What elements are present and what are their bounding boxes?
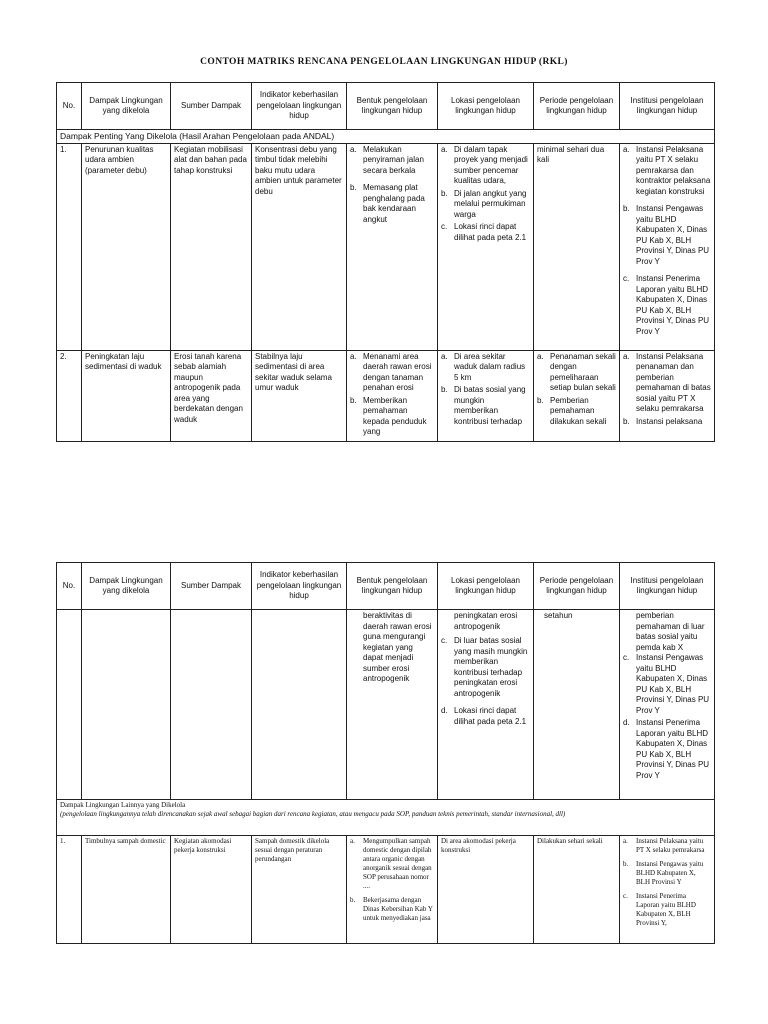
list-item: a. Melakukan penyiraman jalan secara berkala [350,144,424,175]
periode-cell: minimal sehari dua kali [534,143,620,350]
list-item: b. Di jalan angkut yang melalui permukiman warga [441,188,527,219]
section-note: (pengelolaan lingkungannya telah direncanakan sejak awal sebagai bagian dari rencana kegiatan, atau mengacu pada SOP, panduan teknis pemerintah, standar internasional, dll) [60,810,566,818]
periode-cell: setahun [534,610,620,800]
indikator-cell: Stabilnya laju sedimentasi di area sekitar waduk selama umur waduk [252,350,347,441]
section-heading: Dampak Lingkungan Lainnya yang Dikelola [60,801,186,809]
bentuk-cell: beraktivitas di daerah rawan erosi guna mengurangi kegiatan yang dapat menjadi sumber erosi antropogenik [347,610,438,800]
header-dampak: Dampak Lingkungan yang dikelola [82,563,171,610]
list-item: a. Menanami area daerah rawan erosi dengan tanaman penahan erosi [350,351,432,392]
table-row [57,143,715,350]
sumber-cell: Kegiatan mobilisasi alat dan bahan pada tahap konstruksi [171,143,252,350]
list-item: b. Instansi Pengawas yaitu BLHD Kabupaten X, BLH Provinsi Y [623,860,704,886]
table-row [57,350,715,441]
list-item: c. Instansi Pengawas yaitu BLHD Kabupaten X, Dinas PU Kab X, BLH Provinsi Y, Dinas PU Prov Y [623,653,710,715]
institusi-cell [620,836,715,944]
section-title [57,800,715,836]
table-row [57,836,715,944]
header-dampak: Dampak Lingkungan yang dikelola [82,83,171,130]
header-no: No. [57,83,82,130]
list-item: c. Instansi Penerima Laporan yaitu BLHD Kabupaten X, BLH Provinsi Y, [623,892,696,927]
dampak-cell: Penurunan kualitas udara ambien (parameter debu) [82,143,171,350]
list-item: a. Instansi Pelaksana yaitu PT X selaku pemrakarsa dan kontraktor pelaksana kegiatan konstruksi [623,144,711,196]
section-row [57,130,715,144]
list-item: c. Instansi Penerima Laporan yaitu BLHD Kabupaten X, Dinas PU Kab X, BLH Provinsi Y, Dinas PU Prov Y [623,274,710,336]
dampak-cell: Peningkatan laju sedimentasi di waduk [82,350,171,441]
header-periode: Periode pengelolaan lingkungan hidup [534,563,620,610]
list-item: b. Instansi pelaksana [623,416,703,426]
institusi-cell [620,143,715,350]
document-title: CONTOH MATRIKS RENCANA PENGELOLAAN LINGKUNGAN HIDUP (RKL) [200,57,568,67]
lokasi-cell [438,610,534,800]
list-item: b. Bekerjasama dengan Dinas Kebersihan Kab Y untuk menyediakan jasa [350,896,433,922]
header-sumber: Sumber Dampak [171,563,252,610]
table-row [57,610,715,800]
list-item: a. Di area sekitar waduk dalam radius 5 km [441,351,526,382]
indikator-cell: Konsentrasi debu yang timbul tidak melebihi baku mutu udara ambien untuk parameter debu [252,143,347,350]
section-title: Dampak Penting Yang Dikelola (Hasil Arahan Pengelolaan pada ANDAL) [57,130,715,144]
list-item: b. Memberikan pemahaman kepada penduduk yang [350,395,427,436]
rkl-matrix-table-page-1 [56,82,715,442]
header-sumber: Sumber Dampak [171,83,252,130]
header-row [57,83,715,130]
periode-cell: Dilakukan sehari sekali [534,836,620,944]
institusi-cell [620,350,715,441]
row-number: 1. [57,143,82,350]
lokasi-cell: Di area akomodasi pekerja konstruksi [438,836,534,944]
header-institusi: Institusi pengelolaan lingkungan hidup [620,83,715,130]
list-item: b. Pemberian pemahaman dilakukan sekali [537,395,607,426]
header-row [57,563,715,610]
list-item: a. Di dalam tapak proyek yang menjadi sumber pencemar kualitas udara, [441,144,528,185]
header-indikator: Indikator keberhasilan pengelolaan lingkungan hidup [252,83,347,130]
section-row [57,800,715,836]
bentuk-cell [347,350,438,441]
header-no: No. [57,563,82,610]
list-item: a. Instansi Pelaksana penanaman dan pemberian pemahaman di batas sosial yaitu PT X selaku pemrakarsa [623,351,711,413]
row-number: 1. [57,836,82,944]
header-institusi: Institusi pengelolaan lingkungan hidup [620,563,715,610]
header-lokasi: Lokasi pengelolaan lingkungan hidup [438,83,534,130]
sumber-cell [171,610,252,800]
bentuk-cell [347,836,438,944]
rkl-matrix-table-page-2 [56,562,715,944]
periode-cell [534,350,620,441]
sumber-cell: Kegiatan akomodasi pekerja konstruksi [171,836,252,944]
list-item: b. Di batas sosial yang mungkin memberikan kontribusi terhadap [441,385,526,426]
row-number: 2. [57,350,82,441]
lokasi-continued: peningkatan erosi antropogenik [454,611,518,631]
lokasi-cell [438,350,534,441]
list-item: b. Memasang plat penghalang pada bak kendaraan angkut [350,183,425,224]
header-bentuk: Bentuk pengelolaan lingkungan hidup [347,563,438,610]
dampak-cell [82,610,171,800]
sumber-cell: Erosi tanah karena sebab alamiah maupun antropogenik pada area yang berdekatan dengan waduk [171,350,252,441]
header-periode: Periode pengelolaan lingkungan hidup [534,83,620,130]
header-bentuk: Bentuk pengelolaan lingkungan hidup [347,83,438,130]
list-item: d. Lokasi rinci dapat dilihat pada peta 2.1 [441,706,527,726]
list-item: c. Di luar batas sosial yang masih mungkin memberikan kontribusi terhadap peningkatan erosi antropogenik [441,636,528,698]
bentuk-cell [347,143,438,350]
list-item: a. Mengumpulkan sampah domestic dengan dipilah antara organic dengan anorganik sesuai dengan SOP perusahaan nomor .... [350,837,432,890]
list-item: a. Penanaman sekali dengan pemeliharaan setiap bulan sekali [537,351,616,392]
list-item: a. Instansi Pelaksana yaitu PT X selaku pemrakarsa [623,837,705,854]
institusi-cell [620,610,715,800]
institusi-continued: pemberian pemahaman di luar batas sosial yaitu pemda kab X [636,611,705,652]
list-item: c. Lokasi rinci dapat dilihat pada peta 2.1 [441,222,527,242]
row-number [57,610,82,800]
dampak-cell: Timbulnya sampah domestic [82,836,171,944]
header-lokasi: Lokasi pengelolaan lingkungan hidup [438,563,534,610]
list-item: b. Instansi Pengawas yaitu BLHD Kabupaten X, Dinas PU Kab X, BLH Provinsi Y, Dinas PU Prov Y [623,204,710,266]
list-item: d. Instansi Penerima Laporan yaitu BLHD Kabupaten X, Dinas PU Kab X, BLH Provinsi Y, Dinas PU Prov Y [623,718,710,780]
indikator-cell [252,610,347,800]
header-indikator: Indikator keberhasilan pengelolaan lingkungan hidup [252,563,347,610]
lokasi-cell [438,143,534,350]
indikator-cell: Sampah domestik dikelola sesuai dengan peraturan perundangan [252,836,347,944]
